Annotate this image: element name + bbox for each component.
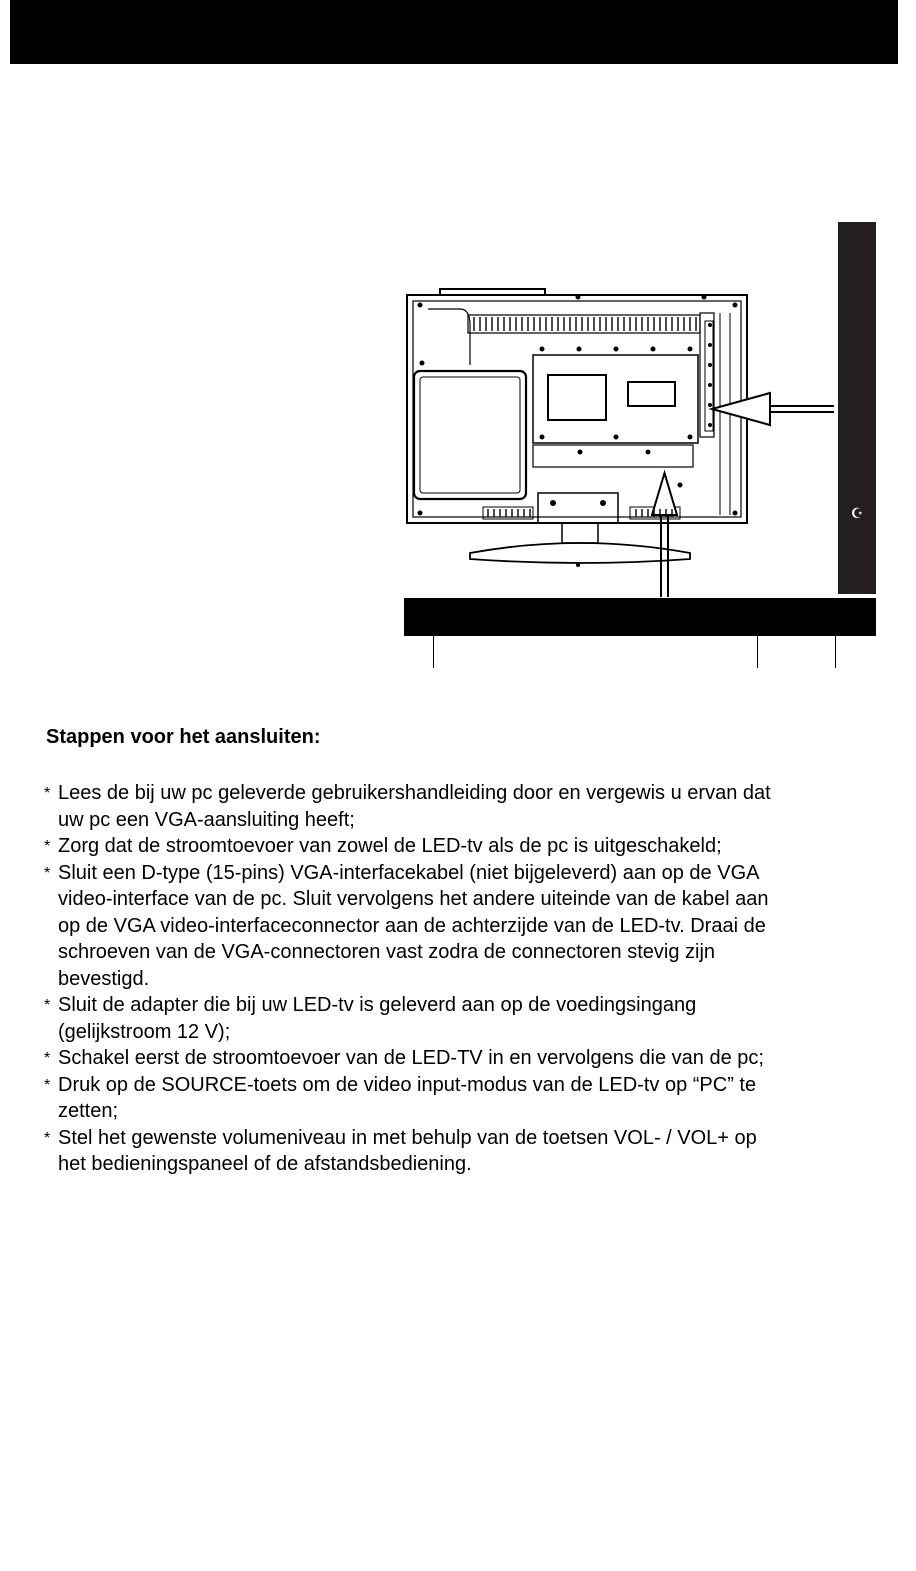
bullet-star: * (44, 1050, 51, 1067)
callout-tick (835, 636, 836, 668)
bullet-star: * (44, 838, 51, 855)
figure-caption-bar (404, 598, 876, 636)
side-language-tab (838, 222, 876, 594)
list-item (44, 1045, 916, 1072)
list-item (44, 833, 916, 860)
tv-back-panel-illustration (400, 285, 840, 597)
step-text: Stel het gewenste volumeniveau in met behulp van de toetsen VOL- / VOL+ op het bedieningspaneel of de afstandsbediening. (58, 1126, 757, 1175)
step-text: Sluit de adapter die bij uw LED-tv is geleverd aan op de voedingsingang (gelijkstroom 12 V); (58, 994, 697, 1043)
steps-list (44, 780, 916, 1178)
bullet-star: * (44, 1129, 51, 1147)
bullet-star: * (44, 864, 51, 882)
bullet-star: * (44, 997, 51, 1014)
step-text: Sluit een D-type (15-pins) VGA-interfacekabel (niet bijgeleverd) aan op de VGA video-interface van de pc. Sluit vervolgens het andere uiteinde van de kabel aan op de VGA video-interfaceconnector aan de achterzijde van de LED-tv. Draai de schroeven van de VGA-connectoren vast zodra de connectoren stevig zijn bevestigd. (58, 861, 769, 990)
list-item (44, 780, 916, 833)
list-item (44, 1072, 916, 1125)
language-tab-icon: ☪ (850, 505, 864, 521)
callout-tick (433, 636, 434, 668)
step-text: Lees de bij uw pc geleverde gebruikershandleiding door en vergewis u ervan dat uw pc een VGA-aansluiting heeft; (58, 782, 771, 831)
list-item (44, 992, 916, 1045)
section-title: Stappen voor het aansluiten: (46, 726, 321, 748)
callout-tick (757, 636, 758, 668)
step-text: Druk op de SOURCE-toets om de video input-modus van de LED-tv op “PC” te zetten; (58, 1073, 757, 1122)
list-item (44, 1125, 916, 1178)
step-text: Zorg dat de stroomtoevoer van zowel de LED-tv als de pc is uitgeschakeld; (58, 835, 722, 857)
bullet-star: * (44, 785, 51, 802)
list-item (44, 860, 916, 993)
header-bar (10, 0, 898, 64)
bullet-star: * (44, 1076, 51, 1094)
step-text: Schakel eerst de stroomtoevoer van de LED-TV in en vervolgens die van de pc; (58, 1047, 764, 1069)
